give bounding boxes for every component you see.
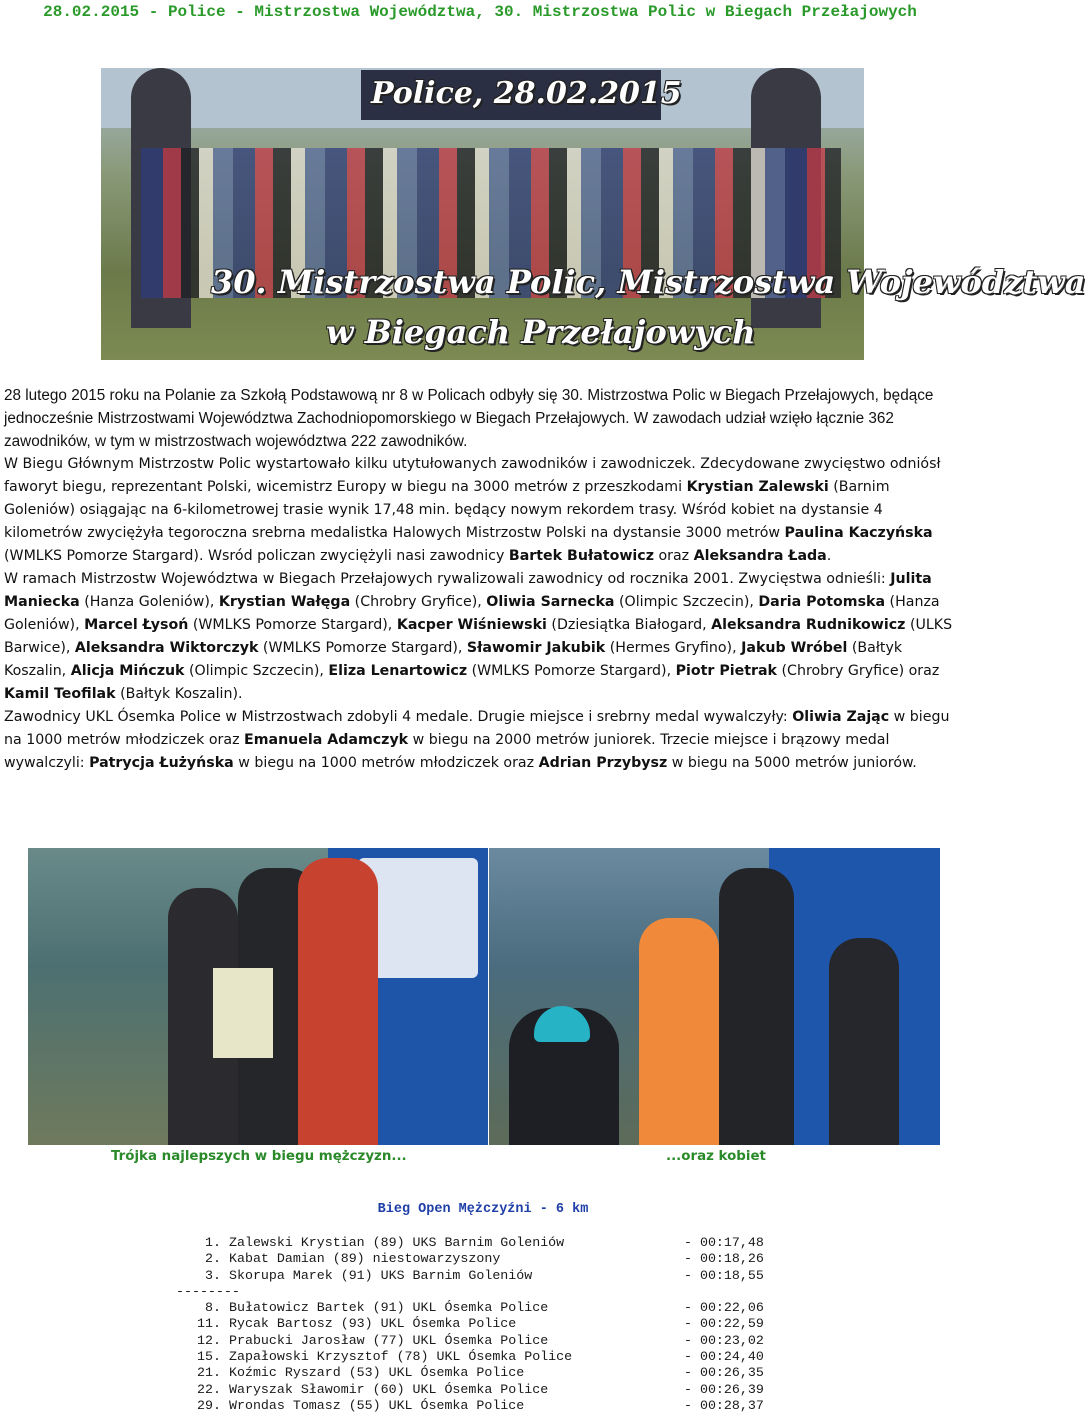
text: (Barnim Goleniów) osiągając na 6-kilometrowej trasie wynik 17,48 min. będący nowym rekordem trasy. Wśród kobiet na dystansie 4 kilometrów zwyciężyła tegoroczna srebrna medalistka Halowych Mistrzostw Polski na dystansie 3000 metrów xyxy=(4,479,890,541)
winner-name: Jakub Wróbel xyxy=(741,640,848,656)
text: (WMLKS Pomorze Stargard). Wsród policzan zwyciężyli nasi zawodnicy xyxy=(4,548,509,564)
text: w biegu na 1000 metrów młodziczek oraz xyxy=(233,755,539,771)
winner-name: Julita Maniecka xyxy=(4,571,932,610)
result-time: - 00:28,37 xyxy=(684,1397,764,1413)
athlete-figure xyxy=(719,868,794,1145)
diploma xyxy=(213,968,273,1058)
result-time: - 00:22,06 xyxy=(684,1300,764,1316)
athlete-name: Paulina Kaczyńska xyxy=(784,525,933,541)
results-list xyxy=(0,1235,960,1414)
winner-name: Aleksandra Wiktorczyk xyxy=(74,640,259,656)
winner-name: Daria Potomska xyxy=(758,594,886,610)
result-row xyxy=(0,1398,960,1414)
winner-name: Kacper Wiśniewski xyxy=(396,617,547,633)
result-entry: Wrondas Tomasz (55) UKL Ósemka Police xyxy=(229,1397,525,1413)
athlete-name: Emanuela Adamczyk xyxy=(244,732,409,748)
athlete-figure xyxy=(829,938,899,1145)
text: Zawodnicy UKL Ósemka Police w Mistrzostwach zdobyli 4 medale. Drugie miejsce i srebrny medal wywalczyły: xyxy=(4,709,793,725)
result-time: - 00:26,39 xyxy=(684,1381,764,1397)
result-rank: 22. xyxy=(197,1381,221,1397)
result-row xyxy=(0,1316,960,1332)
winner-club: (Hanza Goleniów), xyxy=(4,594,940,633)
result-entry: Zalewski Krystian (89) UKS Barnim Goleniów xyxy=(229,1235,565,1250)
winner-club: (Olimpic Szczecin), xyxy=(614,594,759,610)
result-rank: 21. xyxy=(197,1365,221,1381)
result-row xyxy=(0,1268,960,1284)
article-body xyxy=(4,384,958,775)
result-time: - 00:22,59 xyxy=(684,1316,764,1332)
men-photo-caption: Trójka najlepszych w biegu mężczyzn... xyxy=(111,1149,407,1164)
text: oraz xyxy=(653,548,694,564)
winner-club: (WMLKS Pomorze Stargard), xyxy=(467,663,676,679)
athlete-figure xyxy=(298,858,378,1145)
winner-club: (Chrobry Gryfice), xyxy=(350,594,487,610)
result-entry: Prabucki Jarosław (77) UKL Ósemka Police xyxy=(229,1332,549,1348)
result-rank: 12. xyxy=(197,1332,221,1348)
race-start-photo xyxy=(101,68,1085,360)
results-title: Bieg Open Mężczyźni - 6 km xyxy=(377,1202,589,1217)
result-rank: 15. xyxy=(197,1349,221,1365)
result-rank: 1. xyxy=(205,1235,221,1250)
article-paragraph-medals xyxy=(4,706,958,775)
athlete-name: Aleksandra Łada xyxy=(693,548,827,564)
women-podium-photo xyxy=(489,848,940,1145)
winner-club: (Chrobry Gryfice) oraz xyxy=(777,663,940,679)
result-row xyxy=(0,1382,960,1398)
result-entry: Bułatowicz Bartek (91) UKL Ósemka Police xyxy=(229,1300,549,1316)
article-paragraph-winners xyxy=(4,568,958,706)
athlete-name: Patrycja Łużyńska xyxy=(89,755,234,771)
winner-name: Oliwia Sarnecka xyxy=(486,594,615,610)
article-paragraph-main-run xyxy=(4,453,958,568)
article-paragraph-intro: 28 lutego 2015 roku na Polanie za Szkołą Podstawową nr 8 w Policach odbyły się 30. Mistrzostwa Polic w Biegach Przełajowych, będące jednocześnie Mistrzostwami Województwa Zachodniopomorskiego w Biegach Przełajowych. W zawodach udział wzięło łącznie 362 zawodników, w tym w mistrzostwach województwa 222 zawodników. xyxy=(4,387,934,450)
result-entry: Waryszak Sławomir (60) UKL Ósemka Police xyxy=(229,1381,549,1397)
result-rank: 11. xyxy=(197,1316,221,1332)
result-time: - 00:23,02 xyxy=(684,1332,764,1348)
text: w biegu na 1000 metrów młodziczek oraz xyxy=(4,709,950,748)
text: w biegu na 2000 metrów juniorek. Trzecie miejsce i brązowy medal wywalczyli: xyxy=(4,732,890,771)
winner-name: Piotr Pietrak xyxy=(675,663,777,679)
winner-name: Krystian Wałęga xyxy=(218,594,351,610)
result-entry: Skorupa Marek (91) UKS Barnim Goleniów xyxy=(229,1267,533,1283)
winner-name: Aleksandra Rudnikowicz xyxy=(711,617,906,633)
winner-name: Alicja Mińczuk xyxy=(70,663,185,679)
winner-club: (Hanza Goleniów), xyxy=(79,594,219,610)
result-time: - 00:18,26 xyxy=(684,1251,764,1267)
women-photo-caption: ...oraz kobiet xyxy=(666,1149,766,1164)
text: w biegu na 5000 metrów juniorów. xyxy=(667,755,917,771)
winner-name: Marcel Łysoń xyxy=(84,617,189,633)
text: W ramach Mistrzostw Województwa w Biegach Przełajowych rywalizowali zawodnicy od rocznika 2001. Zwycięstwa odnieśli: xyxy=(4,571,891,587)
result-rank: 2. xyxy=(205,1251,221,1267)
photo-overlay-discipline: w Biegach Przełajowych xyxy=(326,313,756,351)
result-entry: Kabat Damian (89) niestowarzyszony xyxy=(229,1251,501,1267)
result-row xyxy=(0,1333,960,1349)
athlete-name: Adrian Przybysz xyxy=(538,755,668,771)
photo-overlay-date: Police, 28.02.2015 xyxy=(371,76,682,111)
athlete-figure xyxy=(639,918,719,1145)
result-entry: Koźmic Ryszard (53) UKL Ósemka Police xyxy=(229,1365,525,1381)
result-time: - 00:17,48 xyxy=(684,1235,764,1250)
result-rank: 29. xyxy=(197,1397,221,1413)
text: W Biegu Głównym Mistrzostw Polic wystartowało kilku utytułowanych zawodników i zawodniczek. Zdecydowane zwycięstwo odniósł faworyt biegu, reprezentant Polski, wicemistrz Europy w biegu na 3000 metrów z przeszkodami xyxy=(4,456,941,495)
result-row xyxy=(0,1235,960,1251)
result-time: - 00:26,35 xyxy=(684,1365,764,1381)
result-row xyxy=(0,1251,960,1267)
result-entry: Rycak Bartosz (93) UKL Ósemka Police xyxy=(229,1316,517,1332)
winner-club: (WMLKS Pomorze Stargard), xyxy=(188,617,397,633)
athlete-name: Krystian Zalewski xyxy=(686,479,829,495)
athlete-name: Oliwia Zając xyxy=(792,709,890,725)
result-time: - 00:24,40 xyxy=(684,1349,764,1365)
separator-text: -------- xyxy=(176,1283,240,1299)
winner-name: Kamil Teofilak xyxy=(4,686,116,702)
text: . xyxy=(826,548,832,564)
winner-club: (WMLKS Pomorze Stargard), xyxy=(258,640,467,656)
athlete-name: Bartek Bułatowicz xyxy=(508,548,654,564)
result-row xyxy=(0,1300,960,1316)
result-separator xyxy=(0,1284,960,1300)
winner-club: (Hermes Gryfino), xyxy=(605,640,742,656)
winner-name: Sławomir Jakubik xyxy=(466,640,606,656)
men-podium-photo xyxy=(28,848,486,1145)
result-row xyxy=(0,1349,960,1365)
winner-club: (ULKS Barwice), xyxy=(4,617,953,656)
photo-overlay-event: 30. Mistrzostwa Polic, Mistrzostwa Województwa xyxy=(211,263,1085,301)
result-entry: Zapałowski Krzysztof (78) UKL Ósemka Police xyxy=(229,1349,573,1365)
result-rank: 8. xyxy=(205,1300,221,1316)
page-title: 28.02.2015 - Police - Mistrzostwa Województwa, 30. Mistrzostwa Polic w Biegach Przełajowych xyxy=(43,3,917,21)
winner-club: (Olimpic Szczecin), xyxy=(184,663,329,679)
winner-club: (Dziesiątka Białogard, xyxy=(546,617,712,633)
result-rank: 3. xyxy=(205,1267,221,1283)
winner-club: (Bałtyk Koszalin). xyxy=(115,686,243,702)
result-time: - 00:18,55 xyxy=(684,1267,764,1283)
result-row xyxy=(0,1365,960,1381)
winner-name: Eliza Lenartowicz xyxy=(328,663,468,679)
winner-club: (Bałtyk Koszalin, xyxy=(4,640,903,679)
